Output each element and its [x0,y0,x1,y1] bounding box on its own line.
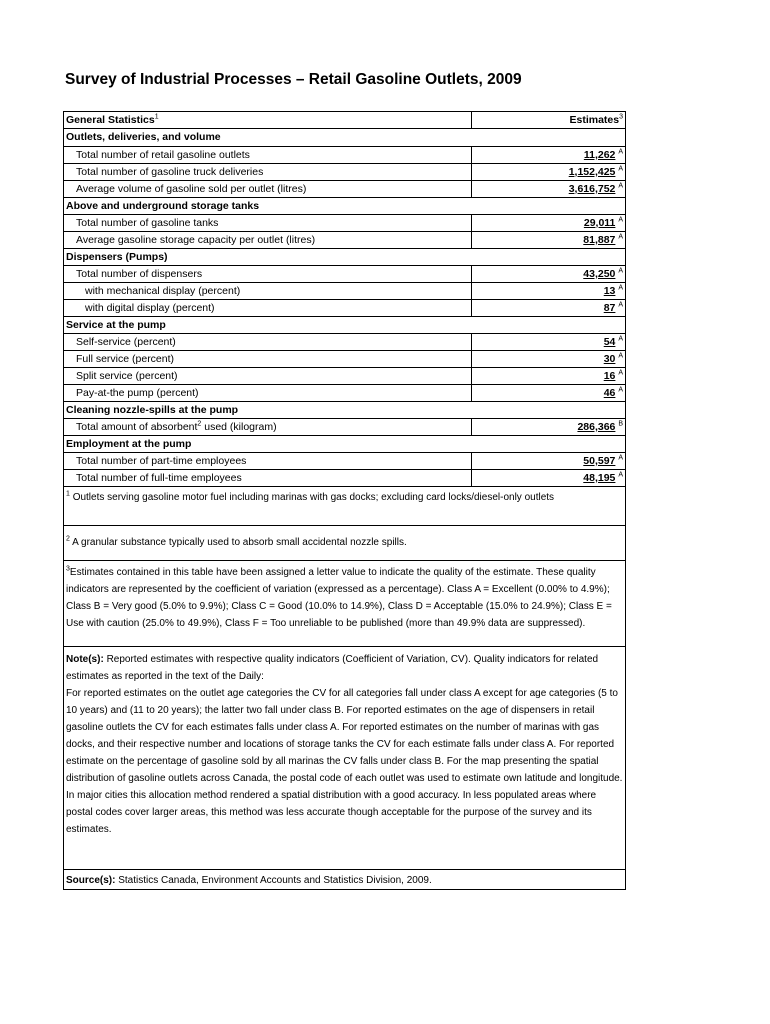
row-value [472,469,625,486]
quality-indicator: A [618,165,623,173]
quality-indicator: A [618,335,623,343]
footnote-3 [64,560,625,646]
value-number: 43,250 [583,268,616,280]
value-number: 13 [603,285,616,297]
row-value [472,452,625,469]
header-general-statistics [64,112,472,129]
value-number: 11,262 [583,149,616,161]
empty-cell [472,435,625,452]
row-label: Self-service (percent) [64,333,472,350]
footnote-text: Outlets serving gasoline motor fuel including marinas with gas docks; excluding card locks/diesel-only outlets [72,492,555,503]
row-label: Total number of dispensers [64,265,472,282]
row-label: Pay-at-the pump (percent) [64,384,472,401]
row-label: Average gasoline storage capacity per outlet (litres) [64,231,472,248]
source-label: Source(s): [66,875,116,886]
table-row [64,333,625,350]
table-row [64,452,625,469]
row-label-footnote: 2 [197,420,202,428]
footnote-1 [64,486,625,525]
page-title: Survey of Industrial Processes – Retail Gasoline Outlets, 2009 [65,71,522,88]
footnote-2 [64,525,625,560]
table-row [64,282,625,299]
notes [64,646,625,869]
quality-indicator: A [618,182,623,190]
row-label: Full service (percent) [64,350,472,367]
value-number: 16 [603,370,616,382]
value-number: 87 [603,302,616,314]
header-estimates [472,112,625,129]
table-row [64,418,625,435]
section-heading: Service at the pump [64,316,472,333]
value-number: 1,152,425 [568,166,616,178]
value-number: 48,195 [583,472,616,484]
empty-cell [472,197,625,214]
value-number: 54 [603,336,616,348]
table-row [64,469,625,486]
row-value [472,180,625,197]
header-value-footnote: 3 [619,113,623,121]
value-number: 46 [603,387,616,399]
quality-indicator: B [618,420,623,428]
row-label: with digital display (percent) [64,299,472,316]
row-label: with mechanical display (percent) [64,282,472,299]
value-number: 30 [603,353,616,365]
row-value [472,418,625,435]
empty-cell [472,401,625,418]
value-number: 50,597 [583,455,616,467]
row-label [64,418,472,435]
footnote-text: Estimates contained in this table have been assigned a letter value to indicate the quality of the estimate. These quality indicators are represented by the coefficient of variation (expressed as a percentage). Class A = Excellent (0.00% to 4.9%); Class B = Very good (5.0% to 9.9%); Class C = Good (10.0% to 14.9%), Class D = Acceptable (15.0% to 24.9%); Class E = Use with caution (25.0% to 49.9%), Class F = Too unreliable to be published (more than 49.9% data are suppressed). [66,567,612,629]
row-label: Total number of gasoline tanks [64,214,472,231]
source-text: Statistics Canada, Environment Accounts and Statistics Division, 2009. [118,875,432,886]
notes-label: Note(s): [66,654,104,665]
row-value [472,214,625,231]
row-label-text-2: used (kilogram) [201,421,277,433]
section-heading: Employment at the pump [64,435,472,452]
row-value [472,367,625,384]
quality-indicator: A [618,352,623,360]
row-label-text: Total amount of absorbent [76,421,198,433]
value-number: 81,887 [583,234,616,246]
section-heading: Cleaning nozzle-spills at the pump [64,401,472,418]
section-heading: Outlets, deliveries, and volume [66,131,221,143]
section-heading: Above and underground storage tanks [64,197,472,214]
header-label-footnote: 1 [154,113,159,121]
quality-indicator: A [618,284,623,292]
table-header [64,112,625,129]
section-heading: Dispensers (Pumps) [64,248,472,265]
table-row [64,299,625,316]
statistics-table [63,111,626,890]
quality-indicator: A [618,233,623,241]
row-value [472,384,625,401]
table-row [64,146,625,163]
table-row [64,180,625,197]
table-row [64,214,625,231]
header-label: General Statistics [66,114,155,126]
footnote-text: A granular substance typically used to absorb small accidental nozzle spills. [72,537,407,548]
row-value [472,231,625,248]
row-label: Total number of gasoline truck deliveries [64,163,472,180]
row-label: Total number of full-time employees [64,469,472,486]
empty-cell [472,316,625,333]
quality-indicator: A [618,216,623,224]
row-value [472,333,625,350]
quality-indicator: A [618,267,623,275]
row-label: Total number of part-time employees [64,452,472,469]
quality-indicator: A [618,471,623,479]
source [64,869,625,889]
quality-indicator: A [618,369,623,377]
notes-detail: For reported estimates on the outlet age categories the CV for all categories fall under class A except for age categories (5 to 10 years) and (11 to 20 years); the latter two fall under class B. For reported estimates on the age of dispensers in retail gasoline outlets the CV for each estimates falls under class A. For reported estimates on the number of marinas with gas docks, and their respective number and locations of storage tanks the CV for each estimate falls under class A. For reported estimate on the percentage of gasoline sold by all marinas the CV falls under class B. For the map presenting the spatial distribution of gasoline outlets across Canada, the postal code of each outlet was used to estimate own latitude and longitude. In major cities this allocation method rendered a spatial distribution with a good accuracy. In less populated areas where postal codes cover larger areas, this method was less accurate though acceptable for the purpose of the survey and its estimates. [66,688,623,835]
table-row [64,163,625,180]
footnote-marker: 3 [66,565,70,573]
value-number: 3,616,752 [568,183,616,195]
row-value [472,146,625,163]
table-row [64,367,625,384]
table-row [64,384,625,401]
row-value [472,282,625,299]
value-number: 29,011 [583,217,616,229]
row-value [472,299,625,316]
footnote-marker: 1 [66,490,70,498]
value-number: 286,366 [577,421,616,433]
notes-text: Reported estimates with respective quality indicators (Coefficient of Variation, CV). Quality indicators for related estimates as reported in the text of the Daily: [66,654,599,682]
quality-indicator: A [618,301,623,309]
footnote-marker: 2 [66,535,70,543]
row-value [472,265,625,282]
row-value [472,350,625,367]
table-row [64,265,625,282]
header-value: Estimates [569,114,620,126]
row-label: Average volume of gasoline sold per outlet (litres) [64,180,472,197]
quality-indicator: A [618,148,623,156]
row-label: Total number of retail gasoline outlets [64,146,472,163]
empty-cell [472,248,625,265]
table-row [64,350,625,367]
row-value [472,163,625,180]
table-row [64,231,625,248]
quality-indicator: A [618,386,623,394]
quality-indicator: A [618,454,623,462]
row-label: Split service (percent) [64,367,472,384]
